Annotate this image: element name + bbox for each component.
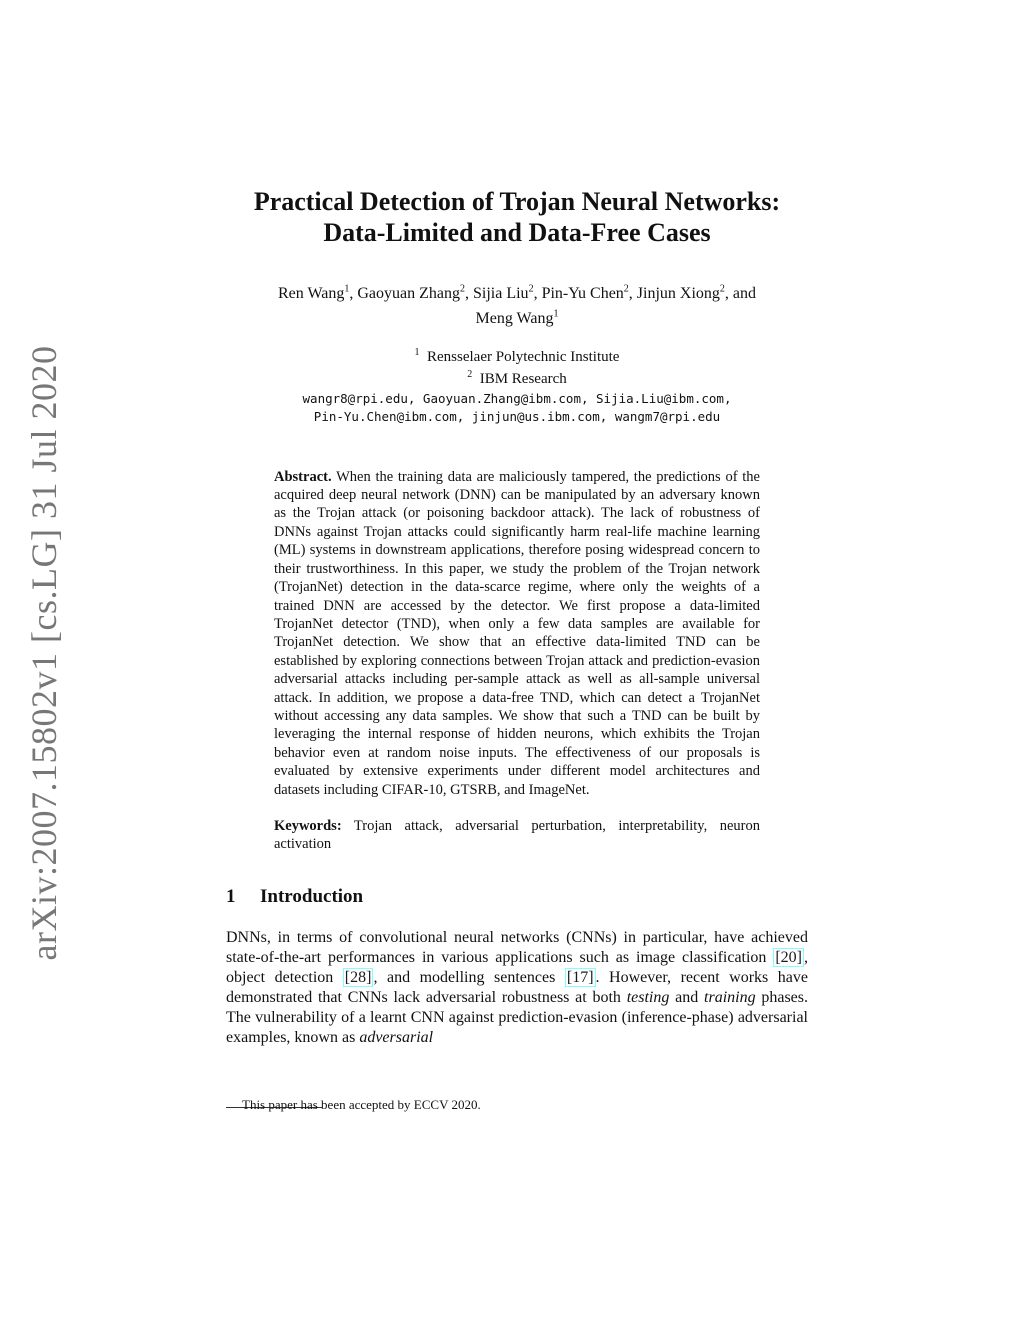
keywords-text: Trojan attack, adversarial perturbation, interpretability, neuron activation: [274, 817, 760, 853]
footnote: This paper has been accepted by ECCV 2020.: [242, 1097, 481, 1112]
email-line-2[interactable]: Pin-Yu.Chen@ibm.com, jinjun@us.ibm.com, wangm7@rpi.edu: [313, 408, 721, 424]
affiliation: $^1$ Rensselaer Polytechnic Institute: [414, 346, 620, 365]
title-line-1: Practical Detection of Trojan Neural Networks:: [253, 187, 781, 216]
citation-link[interactable]: [20]: [775, 948, 802, 966]
abstract-text: When the training data are maliciously tampered, the predictions of the acquired deep neural network (DNN) can be manipulated by an adversary known as the Trojan attack (or poisoning backdoor attack). The lack of robustness of DNNs against Trojan attacks could significantly harm real-life machine learning (ML) systems in downstream applications, therefore posing widespread concern to their trustworthiness. In this paper, we study the problem of the Trojan network (TrojanNet) detection in the data-scarce regime, where only the weights of a trained DNN are accessed by the detector. We first propose a data-limited TrojanNet detector (TND), when only a few data samples are available for TrojanNet detection. We show that an effective data-limited TND can be established by exploring connections between Trojan attack and prediction-evasion adversarial attacks including per-sample attack as well as all-sample universal attack. In addition, we propose a data-free TND, which can detect a TrojanNet without accessing any data samples. We show that such a TND can be built by leveraging the internal response of hidden neurons, which exhibits the Trojan behavior even at random noise inputs. The effectiveness of our proposals is evaluated by extensive experiments under different model architectures and datasets including CIFAR-10, GTSRB, and ImageNet.: [274, 468, 760, 798]
arxiv-sidebar-stamp: [20, 345, 68, 961]
author: Sijia Liu$^2$,: [473, 284, 542, 303]
author: Meng Wang$^1$: [475, 308, 559, 327]
paper-page: [226, 186, 808, 1048]
affiliation: $^2$ IBM Research: [467, 368, 567, 387]
paper-title: [226, 186, 808, 248]
section-number: 1: [226, 885, 236, 907]
abstract-label: Abstract.: [274, 468, 332, 485]
citation-link[interactable]: [17]: [566, 968, 594, 986]
author: Pin-Yu Chen$^2$,: [541, 284, 637, 303]
intro-paragraph: DNNs, in terms of convolutional neural networks (CNNs) in particular, have achieved state-of-the-art performances in various applications such as image classification [20] , object detection [28] , and modelling sentences [17] . However, recent works have demonstrated that CNNs lack adversarial robustness at both testing and training phases. The vulnerability of a learnt CNN against prediction-evasion (inference-phase) adversarial examples, known as adversarial: [226, 928, 809, 1046]
section-title: Introduction: [260, 885, 364, 907]
author: Ren Wang$^1$,: [277, 284, 358, 303]
section-heading-introduction: [226, 886, 808, 908]
citation-link[interactable]: [28]: [344, 968, 372, 986]
author-list: [226, 280, 808, 329]
keywords-label: Keywords:: [274, 817, 342, 834]
arxiv-identifier: arXiv:2007.15802v1 [cs.LG] 31 Jul 2020: [24, 345, 64, 961]
author: Jinjun Xiong$^2$, and: [636, 284, 757, 303]
title-line-2: Data-Limited and Data-Free Cases: [323, 218, 711, 247]
email-line-1[interactable]: wangr8@rpi.edu, Gaoyuan.Zhang@ibm.com, Sijia.Liu@ibm.com,: [302, 390, 732, 406]
keywords: [274, 817, 760, 854]
abstract: [274, 468, 760, 799]
author: Gaoyuan Zhang$^2$,: [357, 284, 473, 303]
email-list: [226, 390, 808, 426]
affiliation-list: [226, 344, 808, 388]
